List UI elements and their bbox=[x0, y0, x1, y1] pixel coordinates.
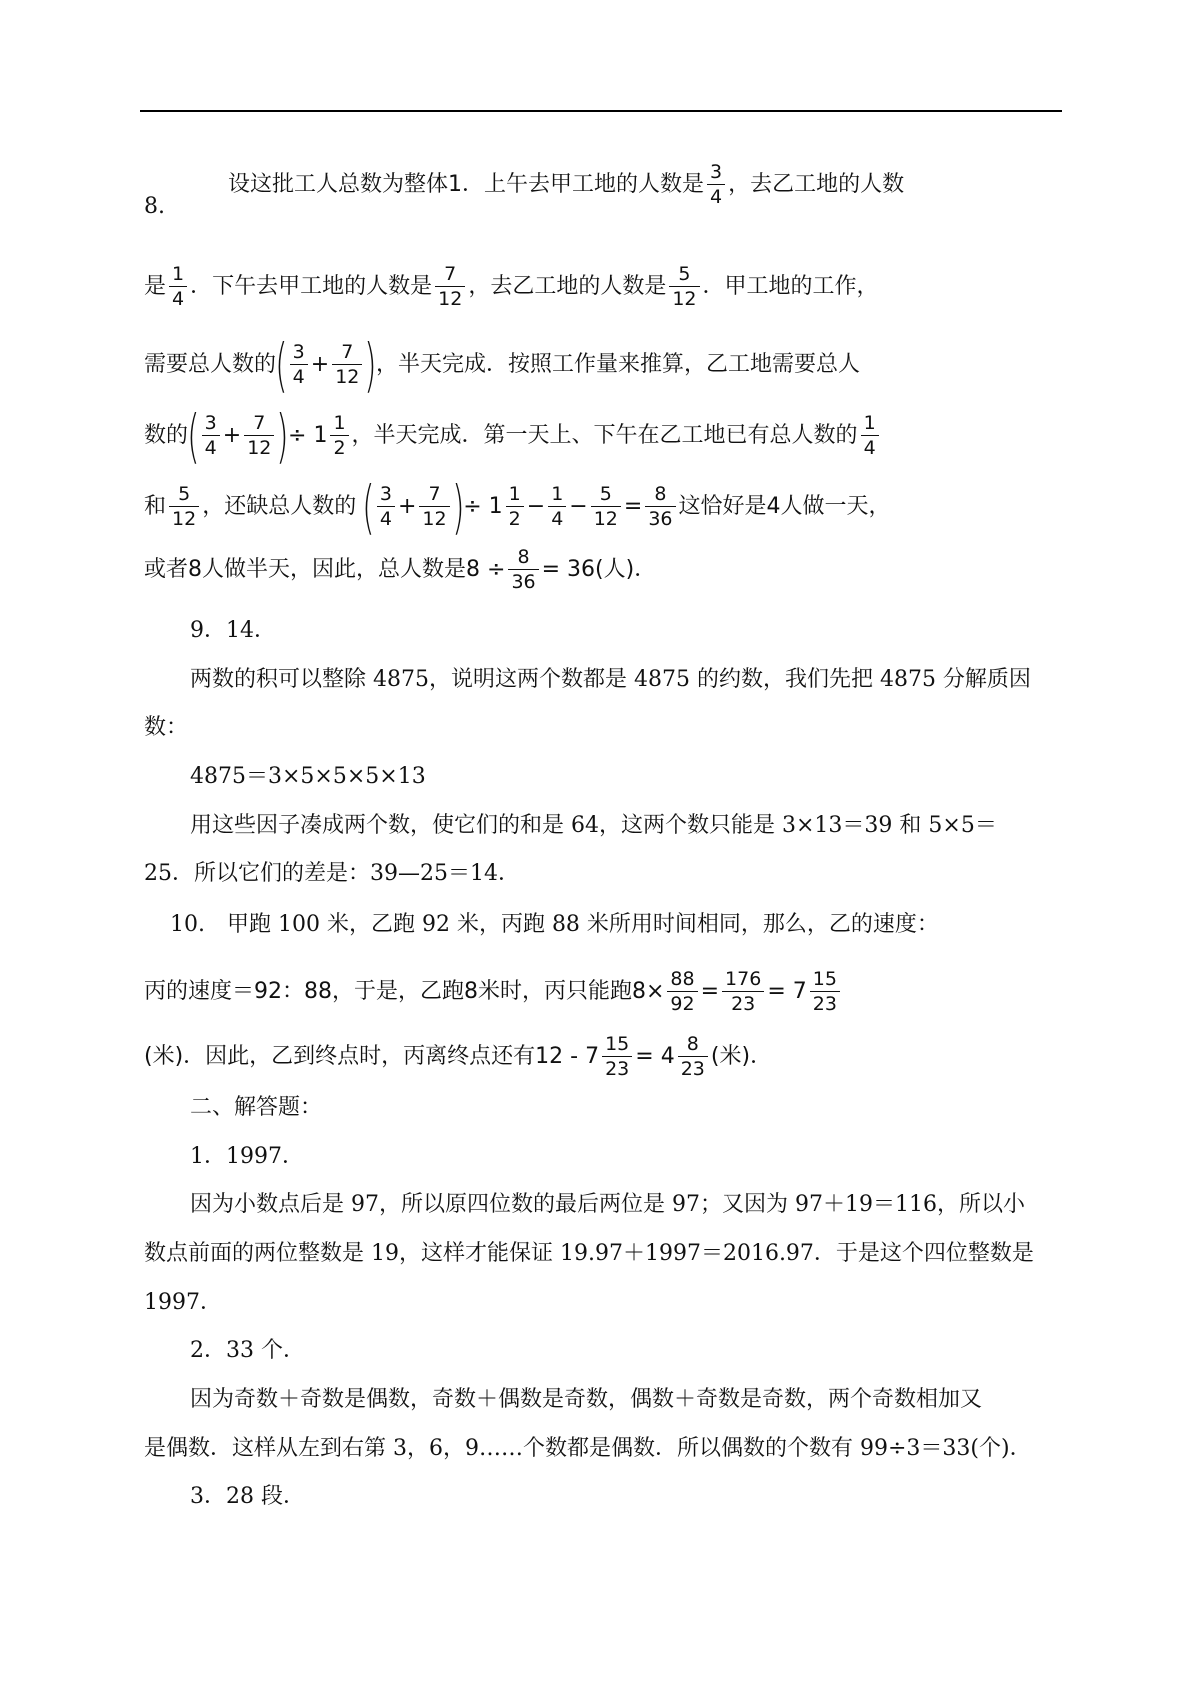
denominator: 12 bbox=[172, 508, 197, 530]
equals-sign: = bbox=[700, 979, 720, 1004]
fraction-5-12 bbox=[669, 265, 699, 309]
denominator: 4 bbox=[710, 186, 723, 208]
numerator: 88 bbox=[667, 970, 697, 992]
plus-sign: + bbox=[222, 423, 242, 448]
numerator: 5 bbox=[169, 485, 199, 507]
plus-sign: + bbox=[397, 494, 417, 519]
whole-number: 4 bbox=[660, 1044, 675, 1069]
numerator: 15 bbox=[810, 970, 840, 992]
s9-paragraph-2-cont: 25．所以它们的差是：39—25＝14． bbox=[144, 861, 520, 886]
numerator: 5 bbox=[669, 265, 699, 287]
fraction-15-23 bbox=[602, 1035, 632, 1079]
fraction-8-36 bbox=[508, 548, 538, 592]
minus-sign: − bbox=[526, 494, 546, 519]
fraction-3-4 bbox=[707, 163, 725, 207]
answer-3-title: 3．28 段． bbox=[190, 1484, 305, 1509]
text: 这恰好是4人做一天， bbox=[678, 494, 891, 519]
numerator: 15 bbox=[602, 1035, 632, 1057]
fraction-7-12 bbox=[419, 485, 449, 529]
numerator: 7 bbox=[435, 265, 465, 287]
text: ，还缺总人数的 bbox=[202, 494, 357, 519]
item-number-9: 9．14． bbox=[190, 618, 276, 643]
text: 数的 bbox=[144, 423, 189, 448]
numerator: 1 bbox=[548, 485, 566, 507]
answer-1-line-1: 因为小数点后是 97，所以原四位数的最后两位是 97；又因为 97＋19＝116，所以小 bbox=[190, 1192, 1025, 1217]
numerator: 1 bbox=[506, 485, 524, 507]
answer-1-line-2: 数点前面的两位整数是 19，这样才能保证 19.97＋1997＝2016.97．于是这个四位整数是 bbox=[144, 1241, 1034, 1266]
answer-2-line-1: 因为奇数＋奇数是偶数，奇数＋偶数是奇数，偶数＋奇数是奇数，两个奇数相加又 bbox=[190, 1387, 983, 1412]
fraction-3-4 bbox=[202, 414, 220, 458]
denominator: 23 bbox=[680, 1058, 705, 1080]
denominator: 12 bbox=[593, 508, 618, 530]
numerator: 1 bbox=[169, 265, 187, 287]
denominator: 12 bbox=[438, 288, 463, 310]
right-paren: ) bbox=[364, 331, 377, 399]
answer-1-title: 1．1997． bbox=[190, 1144, 304, 1169]
denominator: 92 bbox=[670, 993, 695, 1015]
fraction-176-23 bbox=[722, 970, 764, 1014]
left-paren: ( bbox=[362, 473, 375, 541]
fraction-3-4 bbox=[377, 485, 395, 529]
s10-line-2 bbox=[144, 970, 843, 1014]
header-rule bbox=[140, 110, 1062, 112]
item-number-8: 8. bbox=[144, 194, 165, 219]
fraction-1-2 bbox=[330, 414, 348, 458]
text: ，去乙工地的人数 bbox=[728, 172, 905, 197]
text: 需要总人数的 bbox=[144, 352, 277, 377]
fraction-8-23 bbox=[678, 1035, 708, 1079]
equals-sign: = bbox=[767, 979, 786, 1004]
equals-sign: = bbox=[623, 494, 643, 519]
denominator: 12 bbox=[422, 508, 447, 530]
denominator: 4 bbox=[379, 508, 392, 530]
s9-paragraph-1: 两数的积可以整除 4875，说明这两个数都是 4875 的约数，我们先把 4875 分解质因 bbox=[190, 667, 1031, 692]
text: 是 bbox=[144, 274, 167, 299]
s10-line-1: 10. 甲跑 100 米，乙跑 92 米，丙跑 88 米所用时间相同，那么，乙的速度： bbox=[170, 912, 939, 937]
denominator: 4 bbox=[292, 366, 305, 388]
right-paren: ) bbox=[276, 402, 289, 470]
divide-sign: ÷ bbox=[463, 494, 482, 519]
numerator: 1 bbox=[330, 414, 348, 436]
numerator: 3 bbox=[377, 485, 395, 507]
text: 丙的速度＝92：88，于是，乙跑8米时，丙只能跑8× bbox=[144, 979, 665, 1004]
fraction-1-2 bbox=[506, 485, 524, 529]
denominator: 23 bbox=[605, 1058, 630, 1080]
answer-2-title: 2．33 个． bbox=[190, 1338, 305, 1363]
denominator: 4 bbox=[863, 437, 876, 459]
text: 和 bbox=[144, 494, 167, 519]
s8-line-4 bbox=[144, 402, 882, 470]
denominator: 12 bbox=[335, 366, 360, 388]
fraction-7-12 bbox=[244, 414, 274, 458]
denominator: 36 bbox=[511, 571, 536, 593]
fraction-7-12 bbox=[435, 265, 465, 309]
s9-paragraph-2: 用这些因子凑成两个数，使它们的和是 64，这两个数只能是 3×13＝39 和 5×5＝ bbox=[190, 813, 997, 838]
numerator: 3 bbox=[290, 343, 308, 365]
s8-line-1 bbox=[228, 163, 904, 207]
denominator: 2 bbox=[333, 437, 346, 459]
s10-line-3 bbox=[144, 1035, 772, 1079]
numerator: 7 bbox=[332, 343, 362, 365]
denominator: 36 bbox=[648, 508, 673, 530]
text: ，半天完成．按照工作量来推算，乙工地需要总人 bbox=[376, 352, 861, 377]
denominator: 23 bbox=[812, 993, 837, 1015]
fraction-3-4 bbox=[290, 343, 308, 387]
s8-line-3 bbox=[144, 331, 861, 399]
whole-number: 1 bbox=[313, 423, 328, 448]
fraction-1-4 bbox=[548, 485, 566, 529]
divide-sign: ÷ bbox=[288, 423, 307, 448]
section-heading: 二、解答题： bbox=[190, 1095, 323, 1120]
numerator: 3 bbox=[707, 163, 725, 185]
denominator: 4 bbox=[172, 288, 185, 310]
whole-number: 1 bbox=[488, 494, 503, 519]
text: (米)． bbox=[710, 1044, 773, 1069]
numerator: 1 bbox=[861, 414, 879, 436]
fraction-8-36 bbox=[645, 485, 675, 529]
numerator: 5 bbox=[591, 485, 621, 507]
answer-1-line-3: 1997． bbox=[144, 1290, 222, 1315]
s9-factorization: 4875＝3×5×5×5×13 bbox=[190, 764, 426, 789]
text: ．下午去甲工地的人数是 bbox=[190, 274, 433, 299]
numerator: 7 bbox=[244, 414, 274, 436]
denominator: 2 bbox=[508, 508, 521, 530]
denominator: 23 bbox=[731, 993, 756, 1015]
s8-line-6 bbox=[144, 548, 656, 592]
numerator: 8 bbox=[678, 1035, 708, 1057]
fraction-1-4 bbox=[861, 414, 879, 458]
numerator: 3 bbox=[202, 414, 220, 436]
numerator: 7 bbox=[419, 485, 449, 507]
fraction-15-23 bbox=[810, 970, 840, 1014]
denominator: 12 bbox=[672, 288, 697, 310]
minus-sign: − bbox=[569, 494, 588, 519]
equals-sign: = bbox=[635, 1044, 654, 1069]
text: ，半天完成．第一天上、下午在乙工地已有总人数的 bbox=[351, 423, 858, 448]
whole-number: 7 bbox=[792, 979, 807, 1004]
fraction-7-12 bbox=[332, 343, 362, 387]
numerator: 176 bbox=[722, 970, 764, 992]
s8-line-5 bbox=[144, 473, 891, 541]
numerator: 8 bbox=[508, 548, 538, 570]
fraction-88-92 bbox=[667, 970, 697, 1014]
left-paren: ( bbox=[187, 402, 200, 470]
fraction-5-12 bbox=[169, 485, 199, 529]
denominator: 4 bbox=[551, 508, 564, 530]
s8-line-2 bbox=[144, 265, 879, 309]
denominator: 12 bbox=[247, 437, 272, 459]
text: = 36(人)． bbox=[541, 557, 657, 582]
fraction-5-12 bbox=[591, 485, 621, 529]
denominator: 4 bbox=[204, 437, 217, 459]
text: 设这批工人总数为整体1．上午去甲工地的人数是 bbox=[228, 172, 704, 197]
right-paren: ) bbox=[451, 473, 465, 541]
text: (米)．因此，乙到终点时，丙离终点还有12 - 7 bbox=[144, 1044, 600, 1069]
numerator: 8 bbox=[645, 485, 675, 507]
left-paren: ( bbox=[275, 331, 288, 399]
answer-2-line-2: 是偶数．这样从左到右第 3，6，9……个数都是偶数．所以偶数的个数有 99÷3＝33(个)． bbox=[144, 1436, 1032, 1461]
fraction-1-4 bbox=[169, 265, 187, 309]
text: ，去乙工地的人数是 bbox=[468, 274, 667, 299]
text: 或者8人做半天，因此，总人数是8 ÷ bbox=[144, 557, 506, 582]
s9-paragraph-1-cont: 数： bbox=[144, 715, 189, 740]
plus-sign: + bbox=[310, 352, 330, 377]
text: ．甲工地的工作， bbox=[702, 274, 879, 299]
